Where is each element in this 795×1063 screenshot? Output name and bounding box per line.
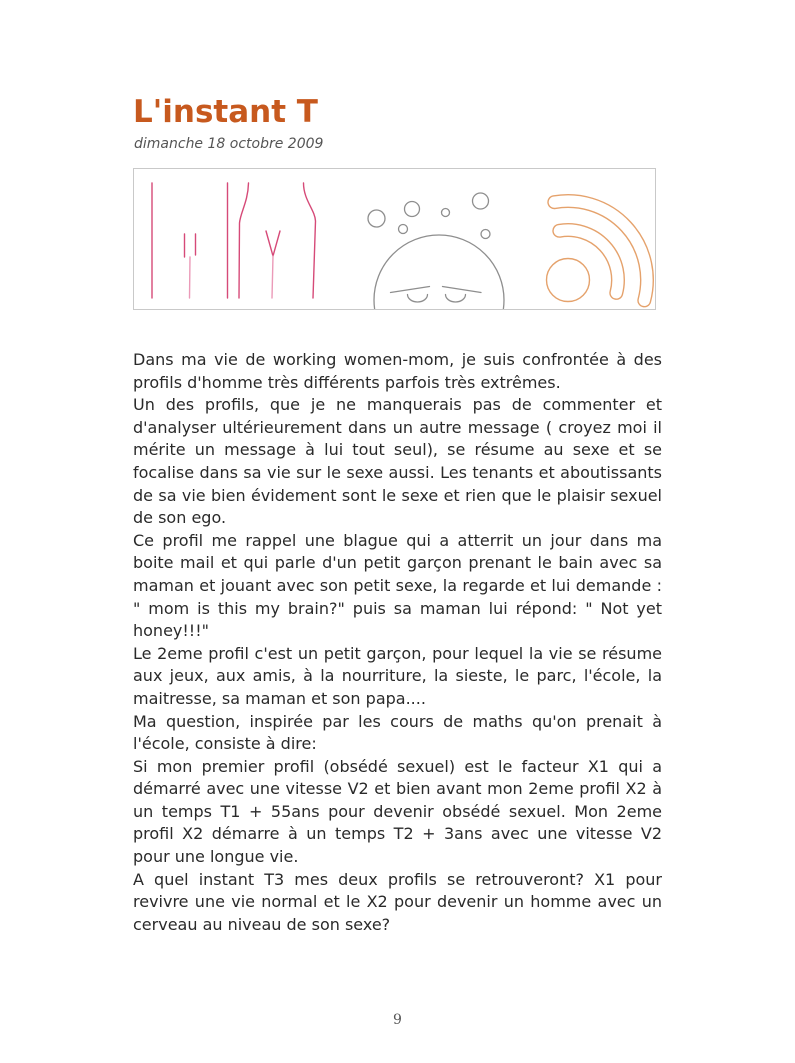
sleepy-face-icon — [368, 193, 504, 309]
page-number: 9 — [393, 1012, 402, 1028]
post-date: dimanche 18 octobre 2009 — [134, 136, 324, 152]
female-figures-line-art-icon — [152, 183, 316, 298]
paragraph: Si mon premier profil (obsédé sexuel) est le facteur X1 qui a démarré avec une vitesse V2 et bien avant mon 2eme profil X2 à un temps T1 + 55ans pour devenir obsédé sexuel. Mon 2eme profil X2 démarre à un temps T2 + 3ans avec une vitesse V2 pour une longue vie. — [133, 756, 662, 867]
paragraph: Ce profil me rappel une blague qui a atterrit un jour dans ma boite mail et qui parle d'un petit garçon prenant le bain avec sa maman et jouant avec son petit sexe, la regarde et lui demande : " mom is this my brain?" puis sa maman lui répond: " Not yet honey!!!" — [133, 530, 662, 641]
paragraph: Ma question, inspirée par les cours de maths qu'on prenait à l'école, consiste à dire: — [133, 711, 662, 754]
paragraph: Dans ma vie de working women-mom, je suis confrontée à des profils d'homme très différents parfois très extrêmes. — [133, 350, 662, 392]
post-title: L'instant T — [133, 94, 318, 130]
page-content — [133, 0, 662, 936]
paragraph: Le 2eme profil c'est un petit garçon, pour lequel la vie se résume aux jeux, aux amis, à la nourriture, la sieste, le parc, l'école, la maitresse, sa maman et son papa.... — [133, 643, 662, 708]
banner-image — [133, 168, 656, 310]
article-body — [133, 349, 662, 936]
paragraph: Un des profils, que je ne manquerais pas de commenter et d'analyser ultérieurement dans un autre message ( croyez moi il mérite un message à lui tout seul), se résume au sexe et se focalise dans sa vie sur le sexe aussi. Les tenants et aboutissants de sa vie bien évidement sont le sexe et rien que le plaisir sexuel de son ego. — [133, 395, 662, 528]
rss-icon — [547, 201, 647, 301]
paragraph: A quel instant T3 mes deux profils se retrouveront? X1 pour revivre une vie normal et le X2 pour devenir un homme avec un cerveau au niveau de son sexe? — [133, 869, 662, 934]
